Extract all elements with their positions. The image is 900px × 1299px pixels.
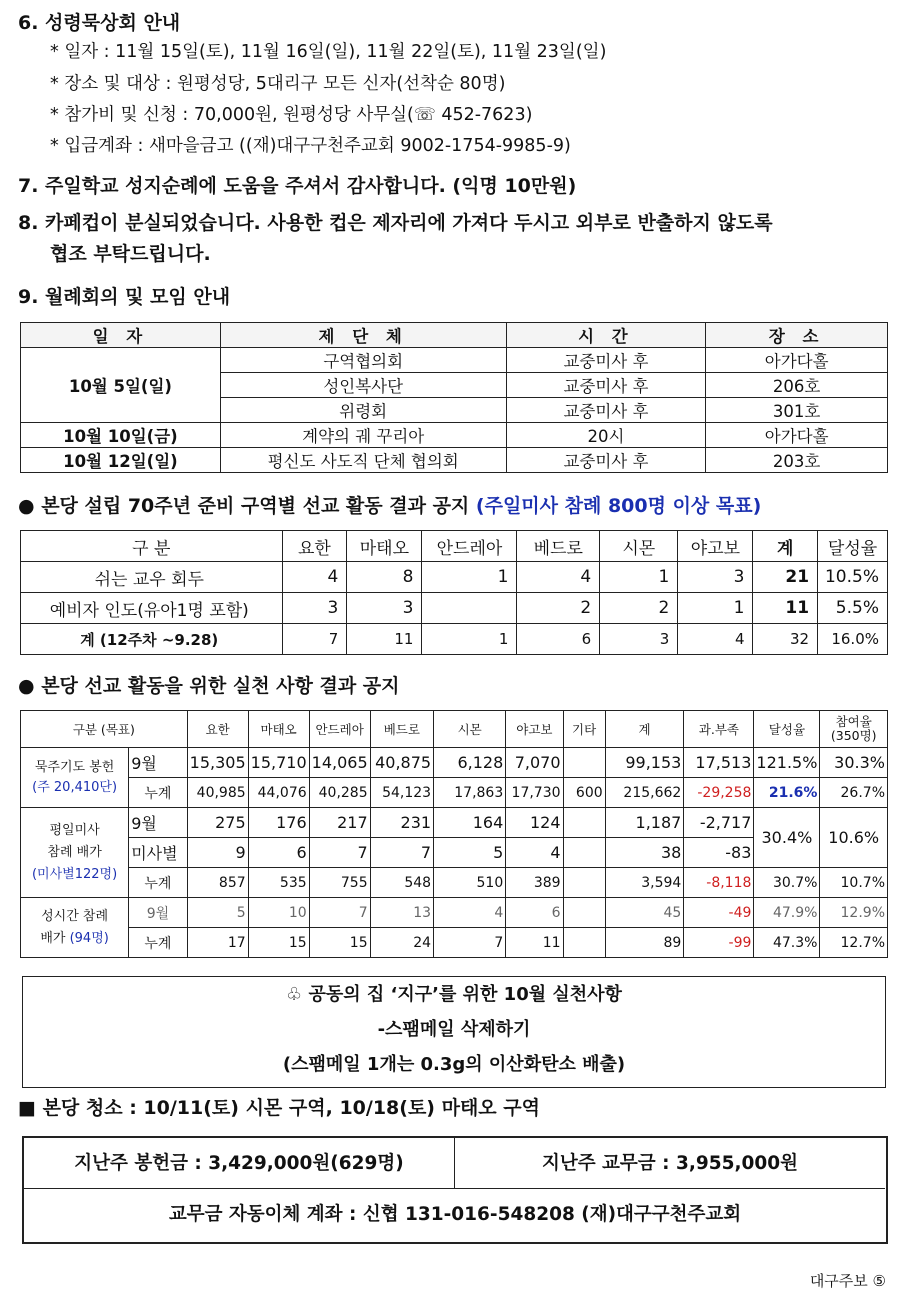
cell: 510 — [434, 868, 506, 898]
cell: 176 — [248, 808, 309, 838]
header-district: 요한 — [282, 531, 347, 562]
header-district: 야고보 — [678, 531, 753, 562]
cell: 30.3% — [820, 748, 888, 778]
cell: -29,258 — [684, 778, 754, 808]
cell: 6,128 — [434, 748, 506, 778]
cell: 535 — [248, 868, 309, 898]
header-other: 기타 — [563, 711, 605, 748]
meeting-group: 계약의 궤 꾸리아 — [220, 423, 506, 448]
table-row — [21, 348, 888, 373]
cell: 7 — [282, 624, 347, 655]
cell-total: 21 — [753, 562, 818, 593]
meeting-group: 위령회 — [220, 398, 506, 423]
cell: 4 — [282, 562, 347, 593]
row-label: 계 (12주차 ~9.28) — [21, 624, 283, 655]
cell: 24 — [370, 928, 433, 958]
cell: 3 — [347, 593, 422, 624]
header-district: 안드레아 — [309, 711, 370, 748]
retreat-fee: * 참가비 및 신청 : 70,000원, 원평성당 사무실(☏ 452-7623) — [50, 105, 533, 125]
cell: 1 — [678, 593, 753, 624]
cell: 10 — [248, 898, 309, 928]
group-weekday-mass — [21, 808, 129, 898]
group-target: (94명) — [69, 930, 109, 946]
cell: 47.9% — [754, 898, 820, 928]
header-rate: 달성율 — [754, 711, 820, 748]
cell: -8,118 — [684, 868, 754, 898]
cell: 10.7% — [820, 868, 888, 898]
cell: 231 — [370, 808, 433, 838]
header-participation — [820, 711, 888, 748]
mission-results-heading — [18, 491, 761, 518]
table-row — [21, 748, 888, 778]
cell: 857 — [187, 868, 248, 898]
cell: 17,730 — [506, 778, 563, 808]
cell: 38 — [605, 838, 684, 868]
cell: 4 — [517, 562, 600, 593]
retreat-date: * 일자 : 11월 15일(토), 11월 16일(일), 11월 22일(토), 11월 23일(일) — [50, 42, 607, 62]
cell: 40,285 — [309, 778, 370, 808]
cell: 26.7% — [820, 778, 888, 808]
page-footer: 대구주보 ⑤ — [809, 1272, 886, 1290]
row-label: 예비자 인도(유아1명 포함) — [21, 593, 283, 624]
cell: 7 — [434, 928, 506, 958]
cell: 12.7% — [820, 928, 888, 958]
header-district: 요한 — [187, 711, 248, 748]
meeting-time: 교중미사 후 — [506, 398, 706, 423]
cell-rate: 5.5% — [818, 593, 888, 624]
cell: -49 — [684, 898, 754, 928]
cell: 3 — [282, 593, 347, 624]
offering-amount: 지난주 봉헌금 : 3,429,000원(629명) — [24, 1138, 455, 1189]
table-row — [21, 928, 888, 958]
table-row — [21, 808, 888, 838]
cell: 15,710 — [248, 748, 309, 778]
sub-label: 9월 — [129, 808, 187, 838]
table-header-row — [21, 711, 888, 748]
meeting-group: 성인복사단 — [220, 373, 506, 398]
meeting-place: 206호 — [706, 373, 888, 398]
cell: 99,153 — [605, 748, 684, 778]
mission-results-title: ● 본당 설립 70주년 준비 구역별 선교 활동 결과 공지 — [18, 495, 470, 517]
meeting-date: 10월 5일(일) — [21, 348, 221, 423]
header-place: 장 소 — [706, 323, 888, 348]
cell: 6 — [517, 624, 600, 655]
cell: 124 — [506, 808, 563, 838]
cell: 4 — [506, 838, 563, 868]
cell: 1 — [600, 562, 678, 593]
mission-goal: (주일미사 참례 800명 이상 목표) — [475, 495, 762, 517]
cell: -83 — [684, 838, 754, 868]
group-name: 평일미사 — [49, 822, 100, 838]
cell: 14,065 — [309, 748, 370, 778]
cell: 17 — [187, 928, 248, 958]
table-row — [21, 423, 888, 448]
header-district: 야고보 — [506, 711, 563, 748]
header-total: 계 — [605, 711, 684, 748]
meeting-group: 구역협의회 — [220, 348, 506, 373]
section-9-title: 9. 월례회의 및 모임 안내 — [18, 286, 231, 308]
table-row — [21, 624, 888, 655]
header-category: 구 분 — [21, 531, 283, 562]
cell: 54,123 — [370, 778, 433, 808]
cell: 217 — [309, 808, 370, 838]
cell: -99 — [684, 928, 754, 958]
cell: 215,662 — [605, 778, 684, 808]
sub-label: 누계 — [129, 928, 187, 958]
group-rosary — [21, 748, 129, 808]
retreat-place: * 장소 및 대상 : 원평성당, 5대리구 모든 신자(선착순 80명) — [50, 74, 506, 94]
section-8-line2: 협조 부탁드립니다. — [50, 243, 211, 265]
meeting-place: 203호 — [706, 448, 888, 473]
sub-label: 9월 — [129, 898, 187, 928]
cell: 7 — [309, 838, 370, 868]
cell: 30.7% — [754, 868, 820, 898]
cell: 755 — [309, 868, 370, 898]
cell — [563, 808, 605, 838]
cell: 4 — [434, 898, 506, 928]
meetings-table — [20, 322, 888, 473]
section-7: 7. 주일학교 성지순례에 도움을 주셔서 감사합니다. (익명 10만원) — [18, 175, 577, 197]
cell-total: 32 — [753, 624, 818, 655]
practice-results-table — [20, 710, 888, 958]
practice-results-title: ● 본당 선교 활동을 위한 실천 사항 결과 공지 — [18, 675, 400, 697]
cell: 15 — [248, 928, 309, 958]
meeting-place: 301호 — [706, 398, 888, 423]
section-6-title: 6. 성령묵상회 안내 — [18, 12, 181, 34]
cell: 89 — [605, 928, 684, 958]
cell: 11 — [506, 928, 563, 958]
group-name: 묵주기도 봉헌 — [34, 759, 115, 775]
cell: 7,070 — [506, 748, 563, 778]
group-holy-hour — [21, 898, 129, 958]
cell — [563, 868, 605, 898]
header-district: 시몬 — [434, 711, 506, 748]
meeting-group: 평신도 사도직 단체 협의회 — [220, 448, 506, 473]
cell: 7 — [309, 898, 370, 928]
group-target: (주 20,410단) — [32, 779, 118, 795]
cell: 17,863 — [434, 778, 506, 808]
participation-label: 참여율 — [835, 714, 872, 729]
cell: 3 — [600, 624, 678, 655]
eco-practice-box — [22, 976, 886, 1088]
cell: 1 — [422, 624, 517, 655]
cell: 21.6% — [754, 778, 820, 808]
cell: 44,076 — [248, 778, 309, 808]
cell: 548 — [370, 868, 433, 898]
group-name: 배가 — [40, 930, 66, 946]
header-rate: 달성율 — [818, 531, 888, 562]
table-row — [21, 898, 888, 928]
participation-target: (350명) — [830, 728, 877, 743]
meeting-time: 교중미사 후 — [506, 373, 706, 398]
cell: 17,513 — [684, 748, 754, 778]
cell: 10.6% — [820, 808, 888, 868]
sub-label: 미사별 — [129, 838, 187, 868]
cell: 1 — [422, 562, 517, 593]
cell: 6 — [248, 838, 309, 868]
cell: 600 — [563, 778, 605, 808]
cell: 275 — [187, 808, 248, 838]
group-name: 성시간 참례 — [41, 908, 109, 924]
eco-line1: -스팸메일 삭제하기 — [377, 1019, 531, 1040]
table-row — [21, 593, 888, 624]
header-district: 마태오 — [248, 711, 309, 748]
cell: 40,875 — [370, 748, 433, 778]
row-label: 쉬는 교우 회두 — [21, 562, 283, 593]
header-district: 베드로 — [517, 531, 600, 562]
cell: 1,187 — [605, 808, 684, 838]
cell: 3,594 — [605, 868, 684, 898]
eco-title: ♧ 공동의 집 ‘지구’를 위한 10월 실천사항 — [286, 984, 622, 1005]
sub-label: 9월 — [129, 748, 187, 778]
meeting-time: 교중미사 후 — [506, 448, 706, 473]
retreat-account: * 입금계좌 : 새마을금고 ((재)대구구천주교회 9002-1754-9985-9) — [50, 136, 571, 156]
header-surplus: 과.부족 — [684, 711, 754, 748]
header-district: 시몬 — [600, 531, 678, 562]
cell-rate: 10.5% — [818, 562, 888, 593]
dues-amount: 지난주 교무금 : 3,955,000원 — [455, 1138, 885, 1189]
header-total: 계 — [753, 531, 818, 562]
cell: 5 — [187, 898, 248, 928]
cell: 15,305 — [187, 748, 248, 778]
cell: 7 — [370, 838, 433, 868]
group-name: 참례 배가 — [47, 844, 102, 860]
header-time: 시 간 — [506, 323, 706, 348]
table-row — [21, 448, 888, 473]
cell: 164 — [434, 808, 506, 838]
cleaning-notice: ■ 본당 청소 : 10/11(토) 시몬 구역, 10/18(토) 마태오 구역 — [18, 1097, 540, 1119]
cell: 47.3% — [754, 928, 820, 958]
sub-label: 누계 — [129, 778, 187, 808]
cell: 11 — [347, 624, 422, 655]
cell — [563, 838, 605, 868]
dues-account: 교무금 자동이체 계좌 : 신협 131-016-548208 (재)대구구천주교회 — [168, 1204, 742, 1225]
cell: 45 — [605, 898, 684, 928]
cell: 40,985 — [187, 778, 248, 808]
cell-rate: 16.0% — [818, 624, 888, 655]
cell: 2 — [600, 593, 678, 624]
cell: 8 — [347, 562, 422, 593]
meeting-time: 20시 — [506, 423, 706, 448]
meeting-place: 아가다홀 — [706, 348, 888, 373]
header-date: 일 자 — [21, 323, 221, 348]
meeting-date: 10월 12일(일) — [21, 448, 221, 473]
cell: 9 — [187, 838, 248, 868]
meeting-place: 아가다홀 — [706, 423, 888, 448]
header-district: 안드레아 — [422, 531, 517, 562]
cell — [563, 898, 605, 928]
cell: 389 — [506, 868, 563, 898]
table-row — [21, 868, 888, 898]
cell: 4 — [678, 624, 753, 655]
cell: 5 — [434, 838, 506, 868]
cell: 12.9% — [820, 898, 888, 928]
cell — [422, 593, 517, 624]
cell-total: 11 — [753, 593, 818, 624]
mission-results-table — [20, 530, 888, 655]
header-group: 제 단 체 — [220, 323, 506, 348]
table-header-row — [21, 531, 888, 562]
cell — [563, 928, 605, 958]
meeting-date: 10월 10일(금) — [21, 423, 221, 448]
cell: 15 — [309, 928, 370, 958]
meeting-time: 교중미사 후 — [506, 348, 706, 373]
cell — [563, 748, 605, 778]
cell: 30.4% — [754, 808, 820, 868]
section-8-line1: 8. 카페컵이 분실되었습니다. 사용한 컵은 제자리에 가져다 두시고 외부로 반출하지 않도록 — [18, 212, 773, 234]
header-category: 구분 (목표) — [21, 711, 188, 748]
header-district: 마태오 — [347, 531, 422, 562]
cell: 6 — [506, 898, 563, 928]
table-header-row — [21, 323, 888, 348]
table-row — [21, 778, 888, 808]
cell: 13 — [370, 898, 433, 928]
cell: -2,717 — [684, 808, 754, 838]
eco-line2: (스팸메일 1개는 0.3g의 이산화탄소 배출) — [282, 1054, 626, 1075]
cell: 3 — [678, 562, 753, 593]
header-district: 베드로 — [370, 711, 433, 748]
cell: 2 — [517, 593, 600, 624]
finance-box — [22, 1136, 888, 1244]
group-target: (미사별122명) — [31, 866, 118, 882]
table-row — [21, 562, 888, 593]
sub-label: 누계 — [129, 868, 187, 898]
cell: 121.5% — [754, 748, 820, 778]
